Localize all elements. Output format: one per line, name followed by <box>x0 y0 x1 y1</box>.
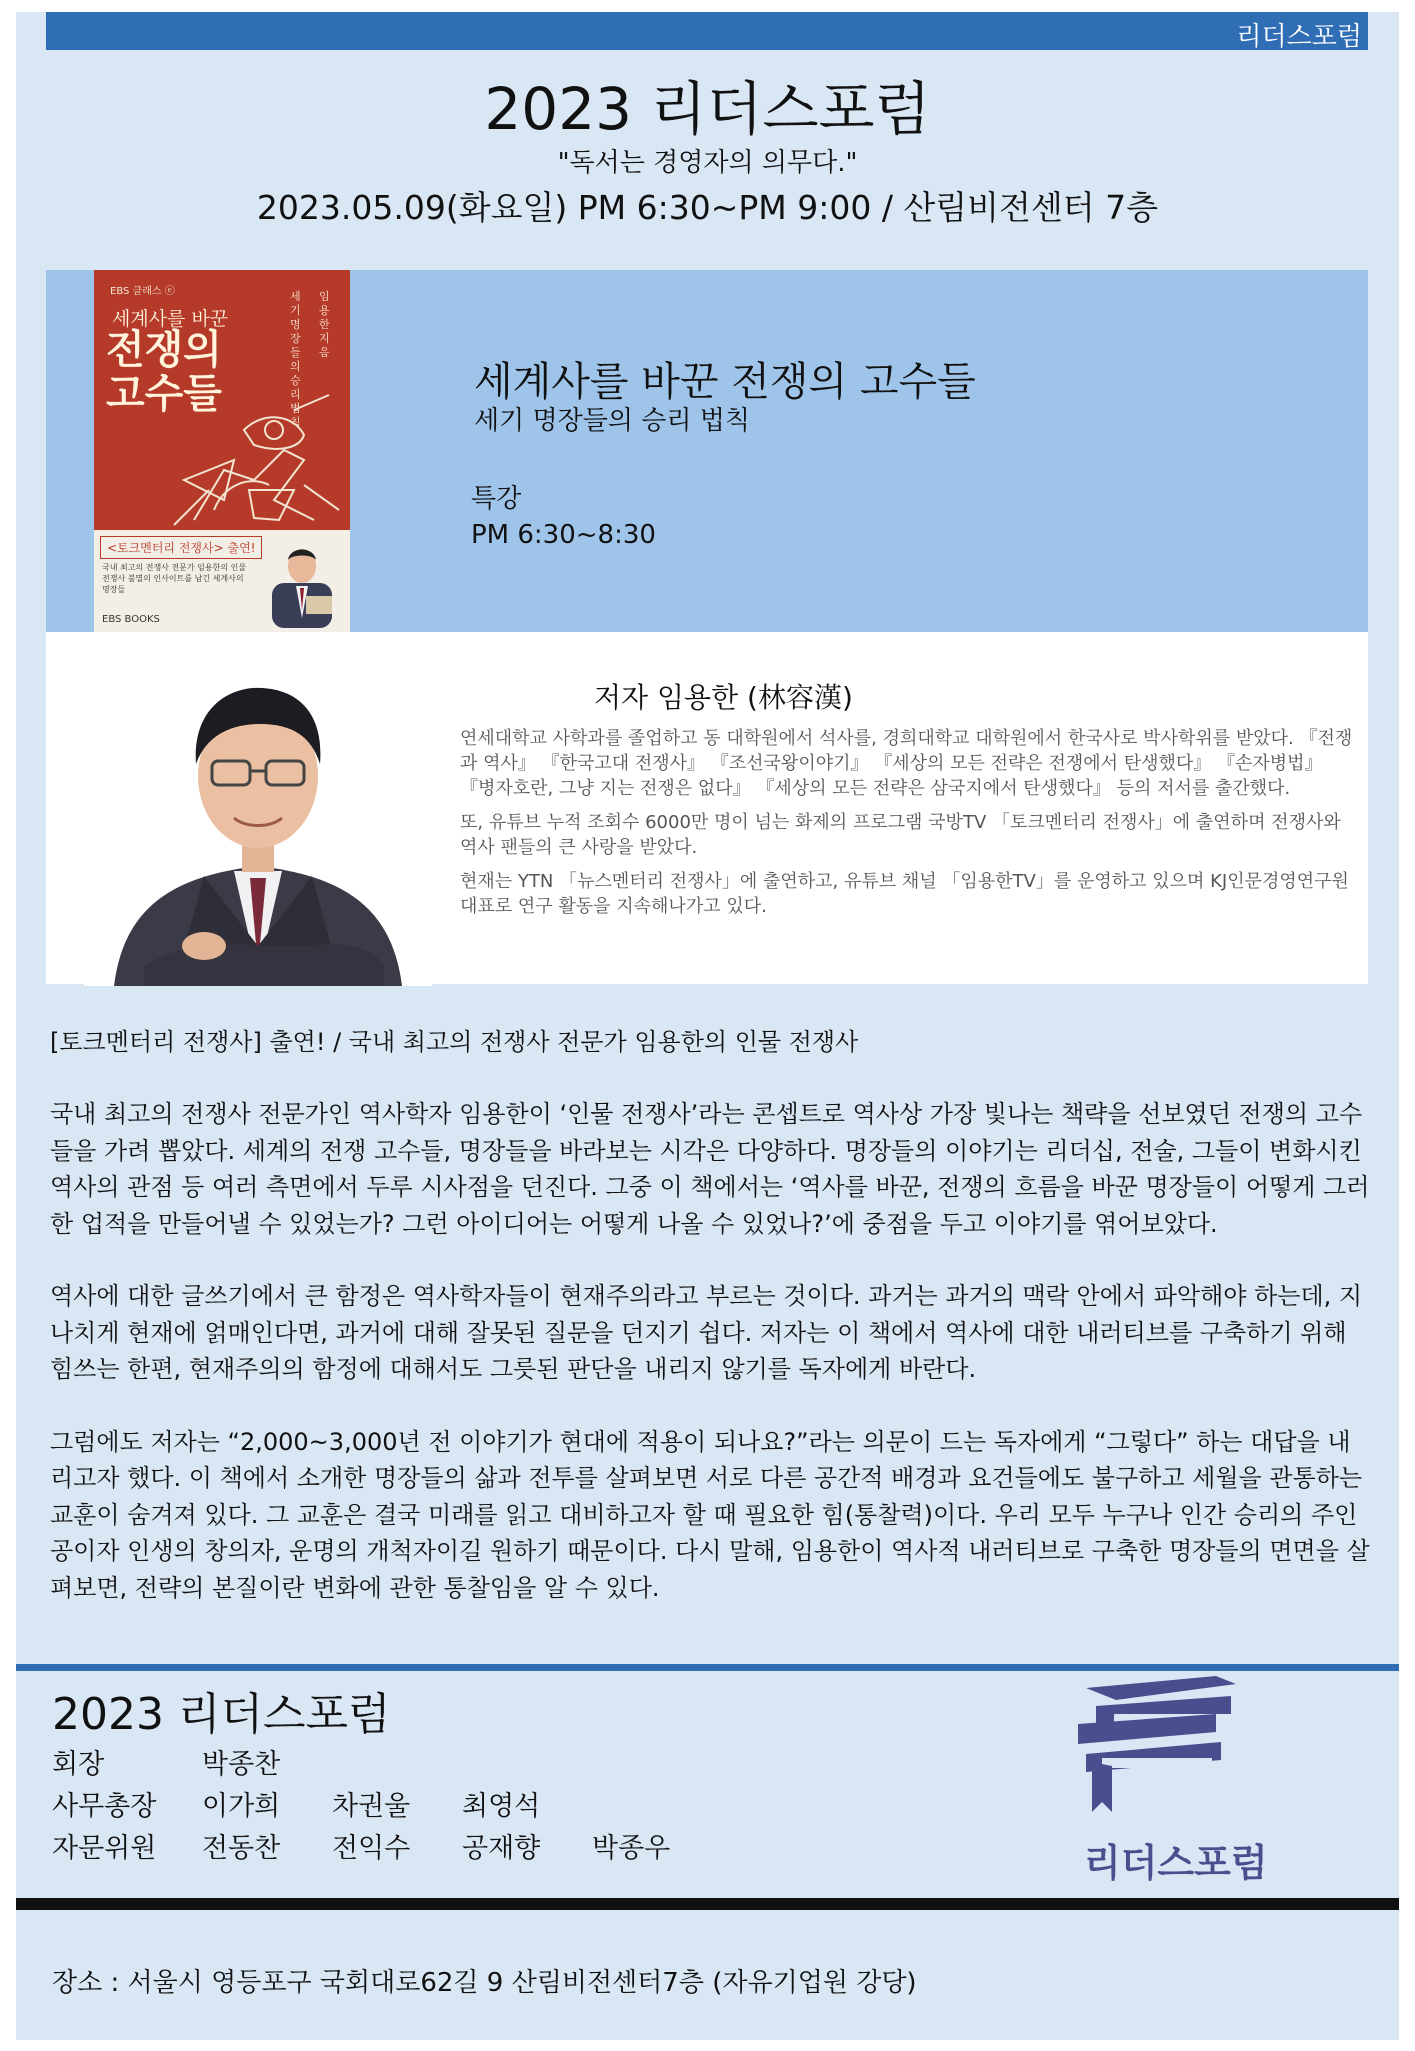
venue-divider <box>16 1898 1399 1910</box>
event-quote: "독서는 경영자의 의무다." <box>557 148 858 178</box>
staff-name: 전익수 <box>332 1833 411 1864</box>
lecture-time: PM 6:30~8:30 <box>471 520 656 550</box>
book-section <box>46 270 1368 632</box>
cover-title-line1: 세계사를 바꾼 <box>112 308 229 330</box>
author-bio-paragraph: 연세대학교 사학과를 졸업하고 동 대학원에서 석사를, 경희대학교 대학원에서 한국사로 박사학위를 받았다. 『전쟁과 역사』 『한국고대 전쟁사』 『조선국왕이야기』 『세상의 모든 전략은 전쟁에서 탄생했다』 『손자병법』 『병자호란, 그냥 지는 전쟁은 없다』 『세상의 모든 전략은 삼국지에서 탄생했다』 등의 저서를 출간했다. <box>460 728 1353 799</box>
author-name: 저자 임용한 (林容漢) <box>594 681 853 714</box>
book-description <box>50 1096 1370 1642</box>
venue-text: 장소 : 서울시 영등포구 국회대로62길 9 산림비전센터7층 (자유기업원 강당) <box>52 1968 917 1998</box>
staff-name: 공재향 <box>462 1833 541 1864</box>
poster-page <box>16 12 1399 2040</box>
staff-role: 자문위원 <box>52 1833 157 1864</box>
cover-lower-panel <box>94 530 350 632</box>
staff-name: 박종찬 <box>202 1749 281 1780</box>
author-bio-paragraph: 현재는 YTN 「뉴스멘터리 전쟁사」에 출연하고, 유튜브 채널 「임용한TV」를 운영하고 있으며 KJ인문경영연구원 대표로 연구 활동을 지속해나가고 있다. <box>460 871 1349 917</box>
cover-description: 국내 최고의 전쟁사 전문가 임용한의 인물 전쟁사 불멸의 인사이트를 남긴 세계사의 명장들 <box>102 563 247 594</box>
staff-name: 이가희 <box>202 1791 281 1822</box>
cover-author-photo <box>262 538 342 628</box>
cover-title-line2: 전쟁의 고수들 <box>106 326 222 417</box>
book-cover-image <box>94 270 350 632</box>
staff-name: 전동찬 <box>202 1833 281 1864</box>
cover-tag: <토크멘터리 전쟁사> 출연! <box>100 536 262 559</box>
description-paragraph: 역사에 대한 글쓰기에서 큰 함정은 역사학자들이 현재주의라고 부르는 것이다. 과거는 과거의 맥락 안에서 파악해야 하는데, 지나치게 현재에 얽매인다면, 과거에 대해 잘못된 질문을 던지기 쉽다. 저자는 이 책에서 역사에 대한 내러티브를 구축하기 위해 힘쓰는 한편, 현재주의의 함정에 대해서도 그릇된 판단을 내리지 않기를 독자에게 바란다. <box>50 1282 1363 1383</box>
event-datetime: 2023.05.09(화요일) PM 6:30~PM 9:00 / 산림비전센터 7층 <box>256 188 1159 227</box>
cover-author: 임용한 지음 <box>319 290 330 359</box>
cover-illustration <box>154 390 344 530</box>
staff-name: 차권울 <box>332 1791 411 1822</box>
book-subtitle: 세기 명장들의 승리 법칙 <box>474 406 750 436</box>
staff-name: 박종우 <box>592 1833 671 1864</box>
description-paragraph: 그럼에도 저자는 “2,000~3,000년 전 이야기가 현대에 적용이 되나요?”라는 의문이 드는 독자에게 “그렇다” 하는 대답을 내리고자 했다. 이 책에서 소개한 명장들의 삶과 전투를 살펴보면 서로 다른 공간적 배경과 요건들에도 불구하고 세월을 관통하는 교훈이 숨겨져 있다. 그 교훈은 결국 미래를 읽고 대비하고자 할 때 필요한 힘(통찰력)이다. 우리 모두 누구나 인간 승리의 주인공이자 인생의 창의자, 운명의 개척자이길 원하기 때문이다. 다시 말해, 임용한이 역사적 내러티브로 구축한 명장들의 면면을 살펴보면, 전략의 본질이란 변화에 관한 통찰임을 알 수 있다. <box>50 1427 1370 1602</box>
event-title: 2023 리더스포럼 <box>484 75 931 143</box>
staff-role: 회장 <box>52 1749 105 1780</box>
book-headline: [토크멘터리 전쟁사] 출연! / 국내 최고의 전쟁사 전문가 임용한의 인물 전쟁사 <box>50 1028 859 1056</box>
description-paragraph: 국내 최고의 전쟁사 전문가인 역사학자 임용한이 ‘인물 전쟁사’라는 콘셉트로 역사상 가장 빛나는 책략을 선보였던 전쟁의 고수들을 가려 뽑았다. 세계의 전쟁 고수들, 명장들을 바라보는 시각은 다양하다. 명장들의 이야기는 리더십, 전술, 그들이 변화시킨 역사의 관점 등 여러 측면에서 두루 시사점을 던진다. 그중 이 책에서는 ‘역사를 바꾼, 전쟁의 흐름을 바꾼 명장들이 어떻게 그러한 업적을 만들어낼 수 있었는가? 그런 아이디어는 어떻게 나올 수 있었나?’에 중점을 두고 이야기를 엮어보았다. <box>50 1100 1370 1238</box>
lecture-label: 특강 <box>471 484 522 514</box>
staff-role: 사무총장 <box>52 1791 157 1822</box>
author-bio-paragraph: 또, 유튜브 누적 조회수 6000만 명이 넘는 화제의 프로그램 국방TV 「토크멘터리 전쟁사」에 출연하며 전쟁사와 역사 팬들의 큰 사랑을 받았다. <box>460 812 1341 858</box>
author-section <box>46 632 1368 984</box>
top-banner <box>46 12 1368 50</box>
cover-vertical-subtitle: 세기 명장들의 승리 법칙 <box>290 290 301 429</box>
author-photo <box>84 646 432 986</box>
logo-text: 리더스포럼 <box>1084 1841 1268 1885</box>
footer-title: 2023 리더스포럼 <box>52 1689 391 1740</box>
author-portrait <box>84 646 432 986</box>
staff-name: 최영석 <box>462 1791 541 1822</box>
book-title: 세계사를 바꾼 전쟁의 고수들 <box>474 359 976 405</box>
cover-series: EBS 클래스 ⓔ <box>110 286 175 297</box>
banner-tag: 리더스포럼 <box>1236 22 1362 52</box>
cover-publisher: EBS BOOKS <box>102 614 160 625</box>
author-bio <box>460 726 1360 928</box>
